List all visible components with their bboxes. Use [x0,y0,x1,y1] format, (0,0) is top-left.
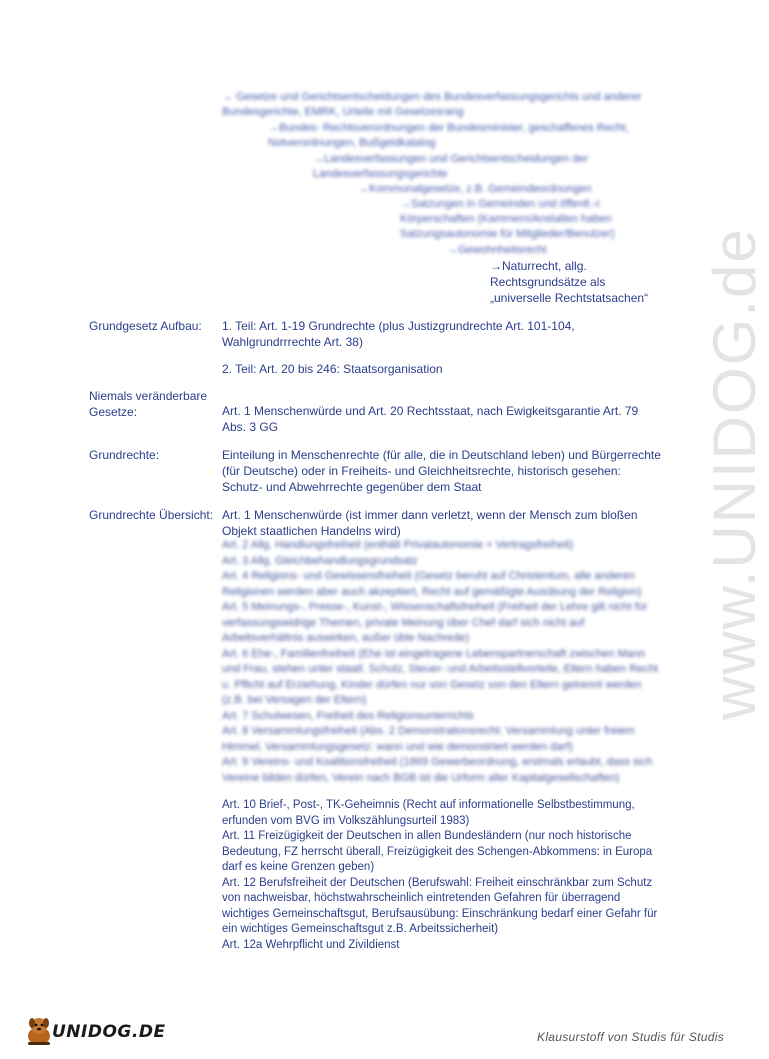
hierarchy-level-3: →Landesverfassungen und Gerichtsentscheidungen der Landesverfassungsgerichte [313,153,589,180]
footer-tagline: Klausurstoff von Studis für Studis [537,1030,724,1044]
hierarchy-level-1: → Gesetze und Gerichtsentscheidungen des Bundesverfassungsgerichts und anderer Bundesgerichte, EMRK, Urteile mit Gesetzesrang [222,91,642,118]
uebersicht-art-7: Art. 7 Schulwesen, Freiheit des Religionsunterrichts [222,709,474,722]
watermark-text: www.UNIDOG.de [701,227,768,720]
hierarchy-level-6: →Gewohnheitsrecht [447,244,547,256]
hierarchy-level-7: →Naturrecht, allg. Rechtsgrundsätze als „universelle Rechtstatsachen“ [490,259,649,305]
def-aufbau-line2: 2. Teil: Art. 20 bis 246: Staatsorganisation [222,362,443,376]
uebersicht-art-1: Art. 1 Menschenwürde (ist immer dann verletzt, wenn der Mensch zum bloßen Objekt staatlichen Handelns wird) [222,508,638,538]
hierarchy-level-5: →Satzungen in Gemeinden und öffentl.-r. Körperschaften (Kammern/Anstalten haben Satzungsautonomie für Mitglieder/Benutzer) [400,198,615,240]
hierarchy-level-4: →Kommunalgesetze, z.B. Gemeindeordnungen [358,183,592,195]
def-niemals-veraenderbar: Art. 1 Menschenwürde und Art. 20 Rechtsstaat, nach Ewigkeitsgarantie Art. 79 Abs. 3 GG [222,404,639,434]
uebersicht-art-2: Art. 2 Allg. Handlungsfreiheit (enthält Privatautonomie + Vertragsfreiheit) [222,539,574,551]
term-grundrechte-uebersicht: Grundrechte Übersicht: [89,508,214,522]
uebersicht-art-4: Art. 4 Religions- und Gewissensfreiheit (Gesetz beruht auf Christentum, alle anderen Religionen werden aber auch akzeptiert, Recht auf gemäßigte Ausübung der Religion) [222,570,642,598]
uebersicht-art-5: Art. 5 Meinungs-, Presse-, Kunst-, Wissenschaftsfreiheit (Freiheit der Lehre gilt nicht für verfassungswidrige Themen, private Meinung über Chef darf sich nicht auf Arbeitsverhältnis auswirken, außer üble Nachrede) [222,601,648,644]
unidog-logo[interactable] [22,1014,166,1048]
term-grundgesetz-aufbau: Grundgesetz Aufbau: [89,319,202,333]
uebersicht-art-3: Art. 3 Allg. Gleichbehandlungsgrundsatz [222,554,418,567]
def-grundrechte: Einteilung in Menschenrechte (für alle, die in Deutschland leben) und Bürgerrechte (für Deutsche) oder in Freiheits- und Gleichheitsrechte, historisch gesehen: Schutz- und Abwehrrechte gegenüber dem Staat [222,448,661,494]
term-niemals-veraenderbar: Niemals veränderbare Gesetze: [89,389,208,419]
uebersicht-art-9: Art. 9 Vereins- und Koalitionsfreiheit (1869 Gewerbeordnung, erstmals erlaubt, dass sich Vereine bilden dürfen, Verein nach BGB ist die Urform aller Kapitalgesellschaften) [222,756,653,784]
uebersicht-art-11: Art. 11 Freizügigkeit der Deutschen in allen Bundesländern (nur noch historische Bedeutung, FZ herrscht überall, Freizügigkeit des Schengen-Abkommens: in Europa darf es keine Grenzen geben) [222,830,653,873]
uebersicht-art-8: Art. 8 Versammlungsfreiheit (Abs. 2 Demonstrationsrecht: Versammlung unter freiem Himmel, Versammlungsgesetz: wann und wie demonstriert werden darf) [222,725,635,753]
uebersicht-art-12a: Art. 12a Wehrpflicht und Zivildienst [222,938,400,951]
uebersicht-art-12: Art. 12 Berufsfreiheit der Deutschen (Berufswahl: Freiheit einschränkbar zum Schutz von nachweisbar, höchstwahrscheinlich eintretenden Gefahren für überragend wichtiges Gemeinschaftsgut, Berufsausübung: Einschränkung bedarf einer Gefahr für ein wichtiges Gemeinschaftsgut z.B. Arbeitssicherheit) [222,876,658,935]
dog-mascot-icon [22,1014,56,1048]
uebersicht-art-10: Art. 10 Brief-, Post-, TK-Geheimnis (Recht auf informationelle Selbstbestimmung, erfunden vom BVG im Volkszählungsurteil 1983) [222,799,635,827]
uebersicht-art-6: Art. 6 Ehe-, Familienfreiheit (Ehe ist eingetragene Lebenspartnerschaft zwischen Mann und Frau, stehen unter staatl. Schutz, Steuer- und Arbeitsstellvorteile, Eltern haben Recht u. Pflicht auf Erziehung, Kinder dürfen nur von Gesetz von den Eltern getrennt werden (z.B. bei Versagen der Eltern) [222,647,658,706]
term-grundrechte: Grundrechte: [89,448,160,462]
hierarchy-level-2: →Bundes- Rechtsverordnungen der Bundesminister, geschaffenes Recht, Notverordnungen, Bußgeldkatalog [268,122,629,149]
uebersicht-clear-list [222,798,662,953]
uebersicht-blurred-list [222,538,662,786]
logo-wordmark: UNIDOG.DE [52,1022,166,1042]
def-aufbau-line1: 1. Teil: Art. 1-19 Grundrechte (plus Justizgrundrechte Art. 101-104, Wahlgrundrrrechte Art. 38) [222,319,575,349]
